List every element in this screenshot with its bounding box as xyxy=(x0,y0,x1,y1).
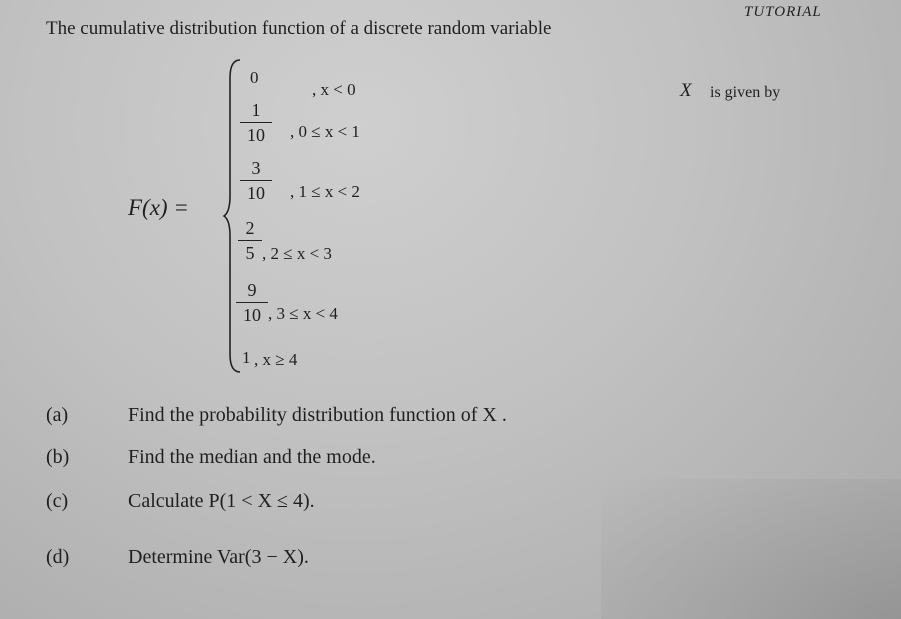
case-condition-4: , 3 ≤ x < 4 xyxy=(268,304,338,323)
case-value-4 xyxy=(236,280,268,325)
question-b-text: Find the median and the mode. xyxy=(128,446,376,468)
problem-statement-line2: is given by xyxy=(710,84,781,101)
case-value-4-numerator: 9 xyxy=(247,280,257,300)
question-a-label: (a) xyxy=(46,404,69,426)
case-condition-5: , x ≥ 4 xyxy=(254,350,298,369)
case-value-2 xyxy=(240,158,272,203)
problem-statement-line1 xyxy=(46,18,551,40)
question-c-label: (c) xyxy=(46,490,69,512)
question-d-label: (d) xyxy=(46,546,70,568)
question-a-text: Find the probability distribution function of X . xyxy=(128,404,507,426)
function-lhs: F(x) = xyxy=(128,195,189,220)
question-b-label: (b) xyxy=(46,446,70,468)
case-value-3 xyxy=(238,218,262,263)
case-value-1-denominator: 10 xyxy=(247,125,265,145)
case-value-3-denominator: 5 xyxy=(245,243,255,263)
case-condition-3: , 2 ≤ x < 3 xyxy=(262,244,332,263)
case-value-2-denominator: 10 xyxy=(247,183,265,203)
case-value-1 xyxy=(240,100,272,145)
problem-statement-text: The cumulative distribution function of a discrete random variable xyxy=(46,18,552,39)
case-value-5: 1 xyxy=(242,348,251,367)
tutorial-tag: TUTORIAL xyxy=(744,4,822,20)
case-value-4-denominator: 10 xyxy=(243,305,261,325)
case-value-2-numerator: 3 xyxy=(251,158,261,178)
question-c-text: Calculate P(1 < X ≤ 4). xyxy=(128,490,315,512)
case-condition-0: , x < 0 xyxy=(312,80,356,99)
case-value-0: 0 xyxy=(250,68,259,87)
variable-x: X xyxy=(680,80,692,101)
case-value-3-numerator: 2 xyxy=(245,218,255,238)
case-condition-1: , 0 ≤ x < 1 xyxy=(290,122,360,141)
case-value-1-numerator: 1 xyxy=(251,100,261,120)
case-condition-2: , 1 ≤ x < 2 xyxy=(290,182,360,201)
page-shadow xyxy=(601,479,901,619)
question-d-text: Determine Var(3 − X). xyxy=(128,546,309,568)
